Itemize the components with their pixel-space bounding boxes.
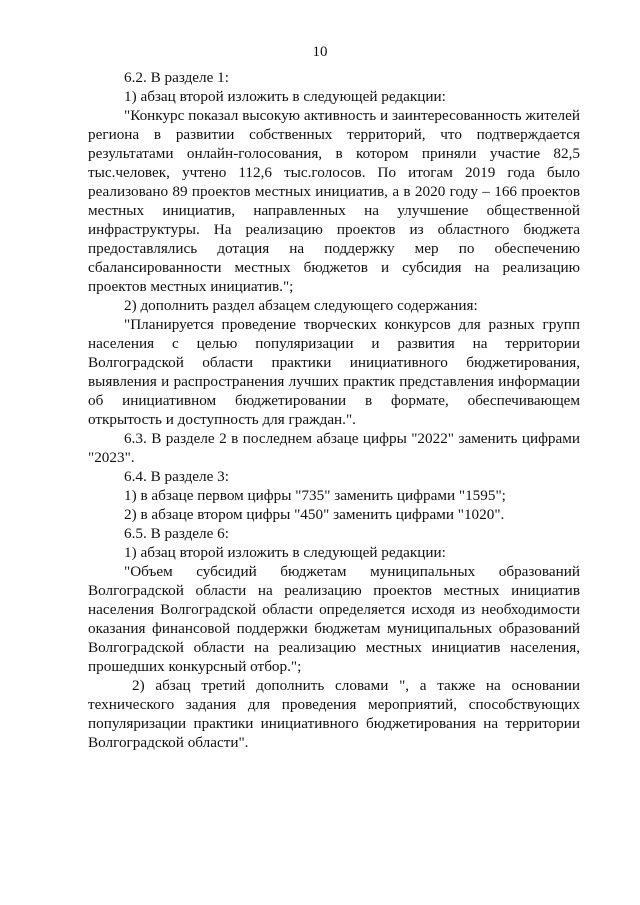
list-item-instruction: 2) абзац третий дополнить словами ", а также на основании технического задания для проведения мероприятий, способствующих популяризации практики инициативного бюджетирования на территории Волгоградской области". (88, 677, 580, 751)
list-item-instruction: 2) в абзаце втором цифры "450" заменить цифрами "1020". (124, 506, 505, 523)
list-item-instruction: 1) абзац второй изложить в следующей редакции: (124, 88, 446, 105)
list-item-instruction: 1) в абзаце первом цифры "735" заменить цифрами "1595"; (124, 487, 506, 504)
list-item-instruction: 2) дополнить раздел абзацем следующего содержания: (124, 297, 478, 314)
quoted-paragraph: "Объем субсидий бюджетам муниципальных образований Волгоградской области на реализацию проектов местных инициатив населения Волгоградской области определяется исходя из необходимости оказания финансовой поддержки бюджетам муниципальных образований Волгоградской области на реализацию местных инициатив населения, прошедших конкурсный отбор."; (88, 563, 580, 675)
section-heading-6-3: 6.3. В разделе 2 в последнем абзаце цифры "2022" заменить цифрами "2023". (88, 430, 580, 466)
quoted-paragraph: "Планируется проведение творческих конкурсов для разных групп населения с целью популяризации и развития на территории Волгоградской области практики инициативного бюджетирования, выявления и распространения лучших практик представления информации об инициативном бюджетировании в формате, обеспечивающем открытость и доступность для граждан.". (88, 316, 580, 428)
section-heading-6-5: 6.5. В разделе 6: (124, 525, 229, 542)
list-item-instruction: 1) абзац второй изложить в следующей редакции: (124, 544, 446, 561)
page-number: 10 (312, 44, 328, 60)
section-heading-6-4: 6.4. В разделе 3: (124, 468, 229, 485)
section-heading-6-2: 6.2. В разделе 1: (124, 69, 229, 86)
quoted-paragraph: "Конкурс показал высокую активность и заинтересованность жителей региона в развитии собственных территорий, что подтверждается результатами онлайн-голосования, в котором приняли участие 82,5 тыс.человек, учтено 112,6 тыс.голосов. По итогам 2019 года было реализовано 89 проектов местных инициатив, а в 2020 году – 166 проектов местных инициатив, направленных на улучшение общественной инфраструктуры. На реализацию проектов из областного бюджета предоставлялись дотация на поддержку мер по обеспечению сбалансированности местных бюджетов и субсидия на реализацию проектов местных инициатив."; (88, 107, 580, 295)
document-body (88, 68, 580, 752)
